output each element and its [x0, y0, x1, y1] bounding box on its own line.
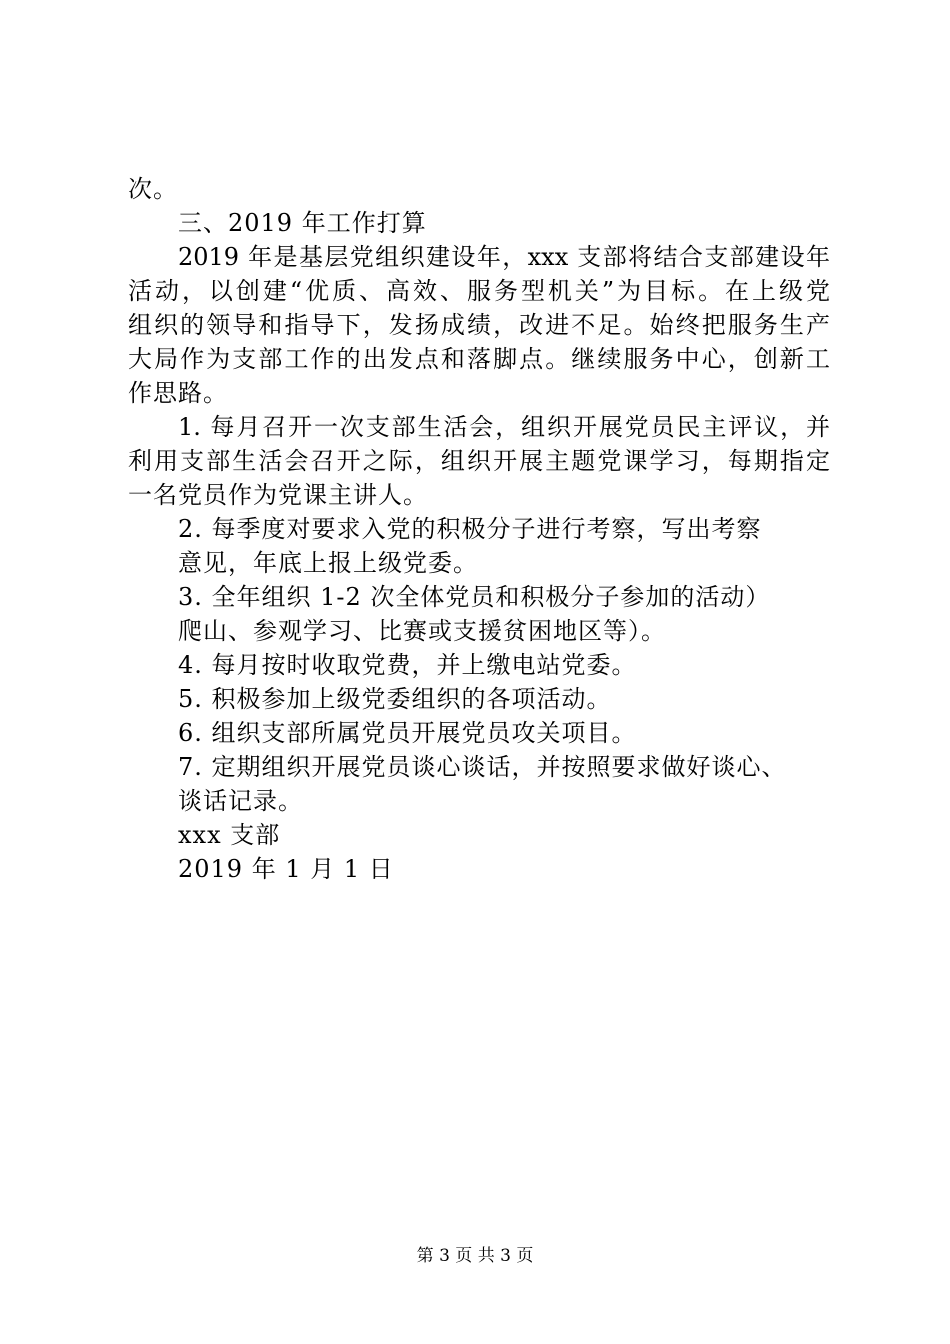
text-line: 一名党员作为党课主讲人。 [128, 481, 428, 509]
text-line: 意见，年底上报上级党委。 [178, 549, 478, 577]
text-line: 作思路。 [128, 379, 228, 407]
list-item: 6. 组织支部所属党员开展党员攻关项目。 [178, 719, 637, 747]
list-item: 3. 全年组织 1-2 次全体党员和积极分子参加的活动） [178, 583, 771, 611]
text-line: 次。 [128, 175, 178, 203]
list-item: 2. 每季度对要求入党的积极分子进行考察，写出考察 [178, 515, 762, 543]
text-line: 利用支部生活会召开之际，组织开展主题党课学习，每期指定 [128, 447, 830, 475]
text-line: 谈话记录。 [178, 787, 303, 815]
list-item: 4. 每月按时收取党费，并上缴电站党委。 [178, 651, 637, 679]
list-item: 7. 定期组织开展党员谈心谈话，并按照要求做好谈心、 [178, 753, 787, 781]
section-heading: 三、2019 年工作打算 [178, 209, 427, 237]
list-item: 5. 积极参加上级党委组织的各项活动。 [178, 685, 612, 713]
signature-date: 2019 年 1 月 1 日 [178, 855, 394, 883]
text-line: 组织的领导和指导下，发扬成绩，改进不足。始终把服务生产 [128, 311, 830, 339]
text-line: 大局作为支部工作的出发点和落脚点。继续服务中心，创新工 [128, 345, 830, 373]
signature-org: xxx 支部 [178, 821, 281, 849]
text-line: 活动，以创建“优质、高效、服务型机关”为目标。在上级党 [128, 277, 830, 305]
text-line: 2019 年是基层党组织建设年，xxx 支部将结合支部建设年 [178, 243, 830, 271]
list-item: 1. 每月召开一次支部生活会，组织开展党员民主评议，并 [178, 413, 830, 441]
page-footer: 第 3 页 共 3 页 [416, 1246, 534, 1266]
text-line: 爬山、参观学习、比赛或支援贫困地区等）。 [178, 617, 666, 645]
